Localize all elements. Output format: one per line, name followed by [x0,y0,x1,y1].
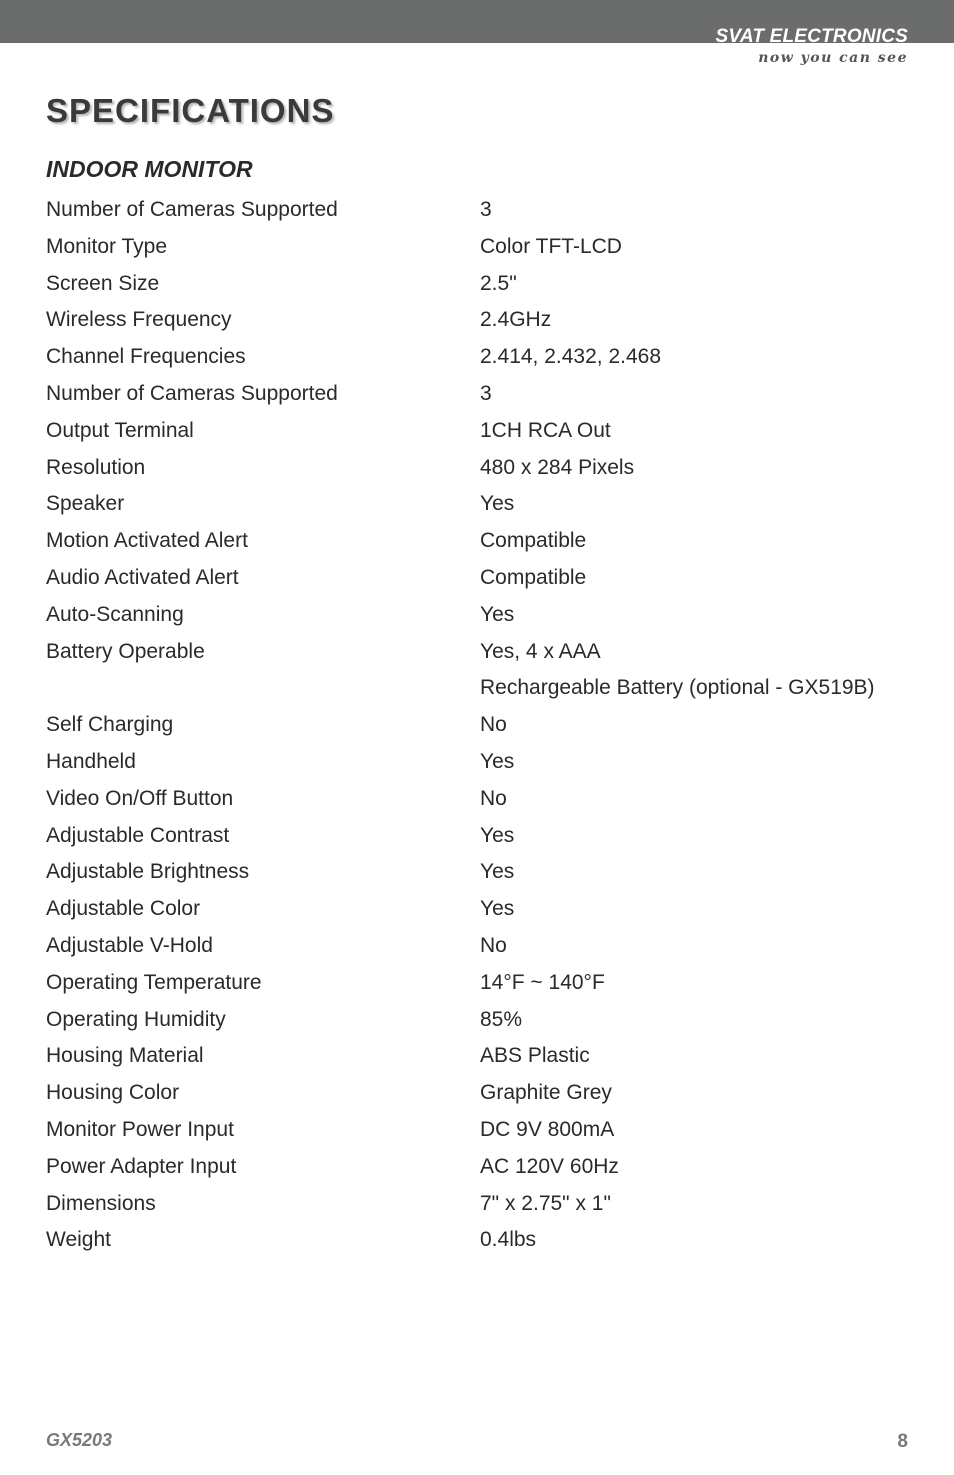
spec-row [46,818,916,855]
spec-value: 7" x 2.75" x 1" [480,1191,611,1215]
spec-row [46,1222,916,1259]
spec-row [46,707,916,744]
spec-label: Audio Activated Alert [46,566,242,589]
spec-value: Graphite Grey [480,1081,612,1105]
spec-row [46,670,916,707]
spec-row [46,1038,916,1075]
spec-value: 14°F ~ 140°F [480,970,605,994]
spec-value: Yes [480,492,515,516]
spec-row [46,1002,916,1039]
spec-row [46,266,916,303]
spec-label-cell [46,1149,480,1186]
spec-row [46,413,916,450]
spec-row [46,1186,916,1223]
footer-model-number: GX5203 [46,1430,113,1450]
spec-value: Yes, 4 x AAA [480,639,601,663]
spec-value: Yes [480,602,515,626]
spec-value: Color TFT-LCD [480,234,622,258]
spec-row [46,597,916,634]
spec-list [46,192,916,1259]
page-title: SPECIFICATIONS [46,92,335,129]
spec-label: Monitor Power Input [46,1118,237,1141]
spec-row [46,302,916,339]
spec-label-cell [46,634,480,671]
spec-row [46,339,916,376]
spec-label: Battery Operable [46,640,208,663]
spec-value: Rechargeable Battery (optional - GX519B) [480,676,875,700]
spec-label-cell [46,560,480,597]
spec-row [46,891,916,928]
spec-row [46,1149,916,1186]
spec-label: Weight [46,1228,114,1251]
spec-label-cell [46,450,480,487]
footer-page-number: 8 [897,1431,908,1452]
spec-value: No [480,786,507,810]
spec-label-cell [46,597,480,634]
spec-label: Output Terminal [46,419,197,442]
spec-label: Channel Frequencies [46,345,249,368]
spec-row [46,376,916,413]
spec-label-cell [46,854,480,891]
spec-label-cell [46,707,480,744]
spec-label-cell [46,1186,480,1223]
spec-value: AC 120V 60Hz [480,1154,619,1178]
spec-label-cell [46,339,480,376]
spec-label-cell [46,266,480,303]
spec-value: DC 9V 800mA [480,1117,615,1141]
spec-row [46,229,916,266]
spec-label-cell [46,891,480,928]
spec-label: Resolution [46,456,148,479]
spec-row [46,486,916,523]
spec-row [46,744,916,781]
spec-value: 2.414, 2.432, 2.468 [480,345,661,369]
spec-label: Wireless Frequency [46,308,235,331]
spec-value: 3 [480,198,492,221]
spec-value: ABS Plastic [480,1044,590,1068]
spec-label: Handheld [46,750,139,773]
spec-value: 0.4lbs [480,1228,537,1252]
spec-row [46,928,916,965]
spec-value: 2.5" [480,271,517,295]
spec-label: Number of Cameras Supported [46,198,341,221]
spec-value: 1CH RCA Out [480,418,611,442]
brand-tagline: now you can see [758,50,908,66]
spec-label-cell [46,1075,480,1112]
spec-label-cell [46,744,480,781]
spec-label-cell [46,486,480,523]
spec-value: Yes [480,749,515,773]
spec-value: 3 [480,381,492,405]
spec-label-cell [46,523,480,560]
spec-value: 85% [480,1007,523,1031]
spec-value: 2.4GHz [480,308,552,332]
spec-label: Monitor Type [46,235,170,258]
spec-label: Adjustable Color [46,897,203,920]
spec-label: Operating Humidity [46,1008,229,1031]
spec-label: Video On/Off Button [46,787,236,810]
spec-value: No [480,713,507,737]
spec-label-cell [46,302,480,339]
spec-row [46,781,916,818]
spec-label-cell [46,818,480,855]
spec-label: Number of Cameras Supported [46,382,341,405]
spec-value: 480 x 284 Pixels [480,455,635,479]
spec-label-cell [46,1038,480,1075]
spec-value: Yes [480,823,515,847]
spec-row [46,450,916,487]
spec-label-cell [46,928,480,965]
spec-label-cell [46,192,480,229]
spec-label: Self Charging [46,713,176,736]
spec-label: Speaker [46,492,127,515]
spec-row [46,560,916,597]
spec-row [46,192,916,229]
spec-label-cell [46,376,480,413]
spec-row [46,854,916,891]
spec-row [46,634,916,671]
spec-row [46,1075,916,1112]
spec-label-cell [46,229,480,266]
spec-value: Compatible [480,565,587,589]
spec-label: Power Adapter Input [46,1155,239,1178]
spec-row [46,965,916,1002]
spec-label: Adjustable Brightness [46,860,252,883]
section-title: INDOOR MONITOR [46,156,253,182]
spec-value: Yes [480,897,515,921]
spec-row [46,1112,916,1149]
spec-value: Yes [480,860,515,884]
spec-label-cell [46,1222,480,1259]
spec-label: Auto-Scanning [46,603,187,626]
spec-label-cell [46,1002,480,1039]
brand-name: SVAT ELECTRONICS [715,26,908,47]
spec-label: Housing Color [46,1081,182,1104]
spec-label-cell [46,413,480,450]
spec-label: Adjustable Contrast [46,824,232,847]
spec-value: Compatible [480,529,587,553]
spec-value: No [480,933,507,957]
spec-label: Adjustable V-Hold [46,934,216,957]
spec-label: Screen Size [46,272,162,295]
spec-label: Operating Temperature [46,971,265,994]
spec-label-cell [46,1112,480,1149]
spec-label: Housing Material [46,1044,207,1067]
spec-label-cell [46,965,480,1002]
spec-row [46,523,916,560]
spec-label: Dimensions [46,1192,159,1215]
spec-label-cell [46,781,480,818]
spec-label: Motion Activated Alert [46,529,251,552]
